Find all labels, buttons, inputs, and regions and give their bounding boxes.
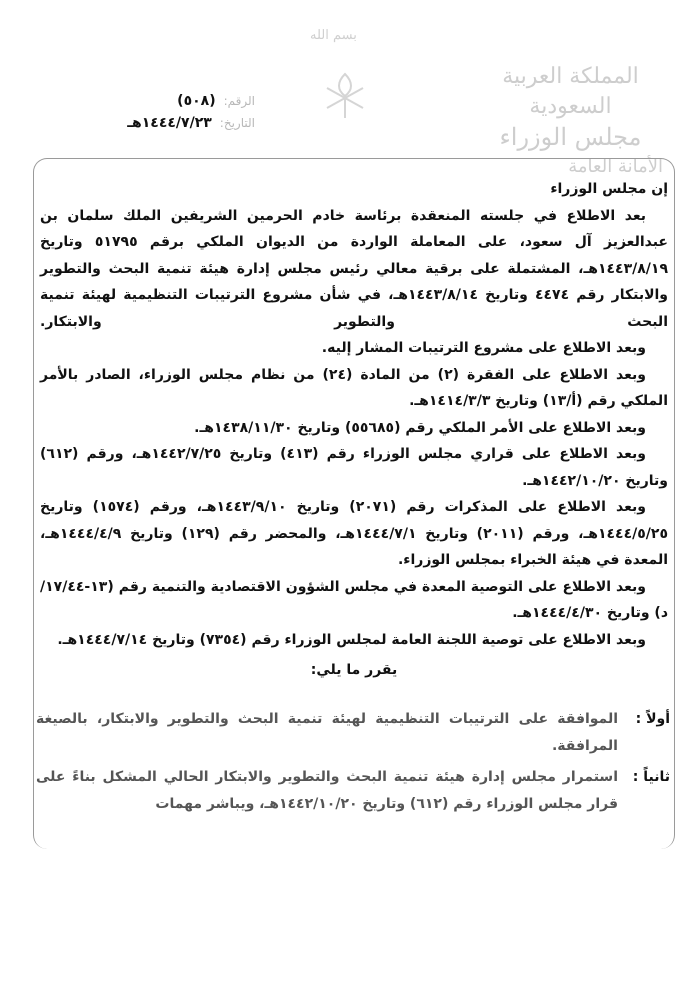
paragraph-3: وبعد الاطلاع على الفقرة (٢) من المادة (٢٤) من نظام مجلس الوزراء، الصادر بالأمر الملكي رقم (أ/١٣) وتاريخ ١٤١٤/٣/٣هـ. [40, 366, 668, 409]
decision-items [36, 706, 670, 822]
reference-date-row [95, 112, 255, 134]
decision-item-number: ثانياً : [632, 769, 670, 785]
paragraph-2: وبعد الاطلاع على مشروع الترتيبات المشار إليه. [321, 340, 646, 356]
reference-number-row [95, 90, 255, 112]
decision-item-text: الموافقة على الترتيبات التنظيمية لهيئة تنمية البحث والتطوير والابتكار، بالصيغة المرافقة. [36, 711, 618, 754]
paragraph-8: وبعد الاطلاع على توصية اللجنة العامة لمجلس الوزراء رقم (٧٣٥٤) وتاريخ ١٤٤٤/٧/١٤هـ. [57, 631, 646, 648]
number-value: (٥٠٨) [177, 93, 216, 109]
date-label: التاريخ: [219, 116, 255, 130]
org-line-1: المملكة العربية السعودية [502, 64, 639, 119]
org-line-3: الأمانة العامة [568, 156, 663, 177]
header-org-block [478, 62, 663, 177]
paragraph-4: وبعد الاطلاع على الأمر الملكي رقم (٥٥٦٨٥) وتاريخ ١٤٣٨/١١/٣٠هـ. [194, 419, 646, 436]
decision-item-text: استمرار مجلس إدارة هيئة تنمية البحث والتطوير والابتكار الحالي المشكل بناءً على قرار مجلس الوزراء رقم (٦١٢) وتاريخ ١٤٤٢/١٠/٢٠هـ، ويباشر مهمات [36, 769, 618, 812]
header-top-text: بسم الله [310, 28, 357, 43]
decision-item [36, 764, 670, 818]
date-value: ١٤٤٤/٧/٢٣هـ [127, 115, 212, 131]
paragraph-5: وبعد الاطلاع على قراري مجلس الوزراء رقم (٤١٣) وتاريخ ١٤٤٢/٧/٢٥هـ، ورقم (٦١٢) وتاريخ ١٤٤٢/١٠/٢٠هـ. [40, 446, 668, 489]
paragraph-1: بعد الاطلاع في جلسته المنعقدة برئاسة خادم الحرمين الشريفين الملك سلمان بن عبدالعزيز آل سعود، على المعاملة الواردة من الديوان الملكي برقم ٥١٧٩٥ وتاريخ ١٤٤٣/٨/١٩هـ، المشتملة على برقية معالي رئيس مجلس إدارة هيئة تنمية البحث والتطوير والابتكار رقم ٤٤٧٤ وتاريخ ١٤٤٣/٨/١٤هـ، في شأن مشروع الترتيبات التنظيمية لهيئة تنمية البحث والتطوير والابتكار. [40, 207, 669, 330]
decision-item-number: أولاً : [635, 711, 670, 727]
reference-block [95, 90, 255, 134]
paragraph-7: وبعد الاطلاع على التوصية المعدة في مجلس الشؤون الاقتصادية والتنمية رقم (١٣-١٧/٤٤/د) وتاريخ ١٤٤٤/٤/٣٠هـ. [40, 578, 668, 621]
org-line-2: مجلس الوزراء [499, 123, 642, 151]
decides-heading: يقرر ما يلي: [310, 662, 398, 678]
number-label: الرقم: [223, 94, 255, 108]
paragraph-6: وبعد الاطلاع على المذكرات رقم (٢٠٧١) وتاريخ ١٤٤٣/٩/١٠هـ، ورقم (١٥٧٤) وتاريخ ١٤٤٤/٥/٢٥هـ، ورقم (٢٠١١) وتاريخ ١٤٤٤/٧/١هـ، والمحضر رقم (١٢٩) وتاريخ ١٤٤٤/٤/٩هـ، المعدة في هيئة الخبراء بمجلس الوزراء. [40, 499, 668, 568]
document-body [40, 176, 668, 684]
opening-line: إن مجلس الوزراء [550, 181, 668, 197]
decision-item [36, 706, 670, 760]
emblem-icon [317, 68, 373, 124]
